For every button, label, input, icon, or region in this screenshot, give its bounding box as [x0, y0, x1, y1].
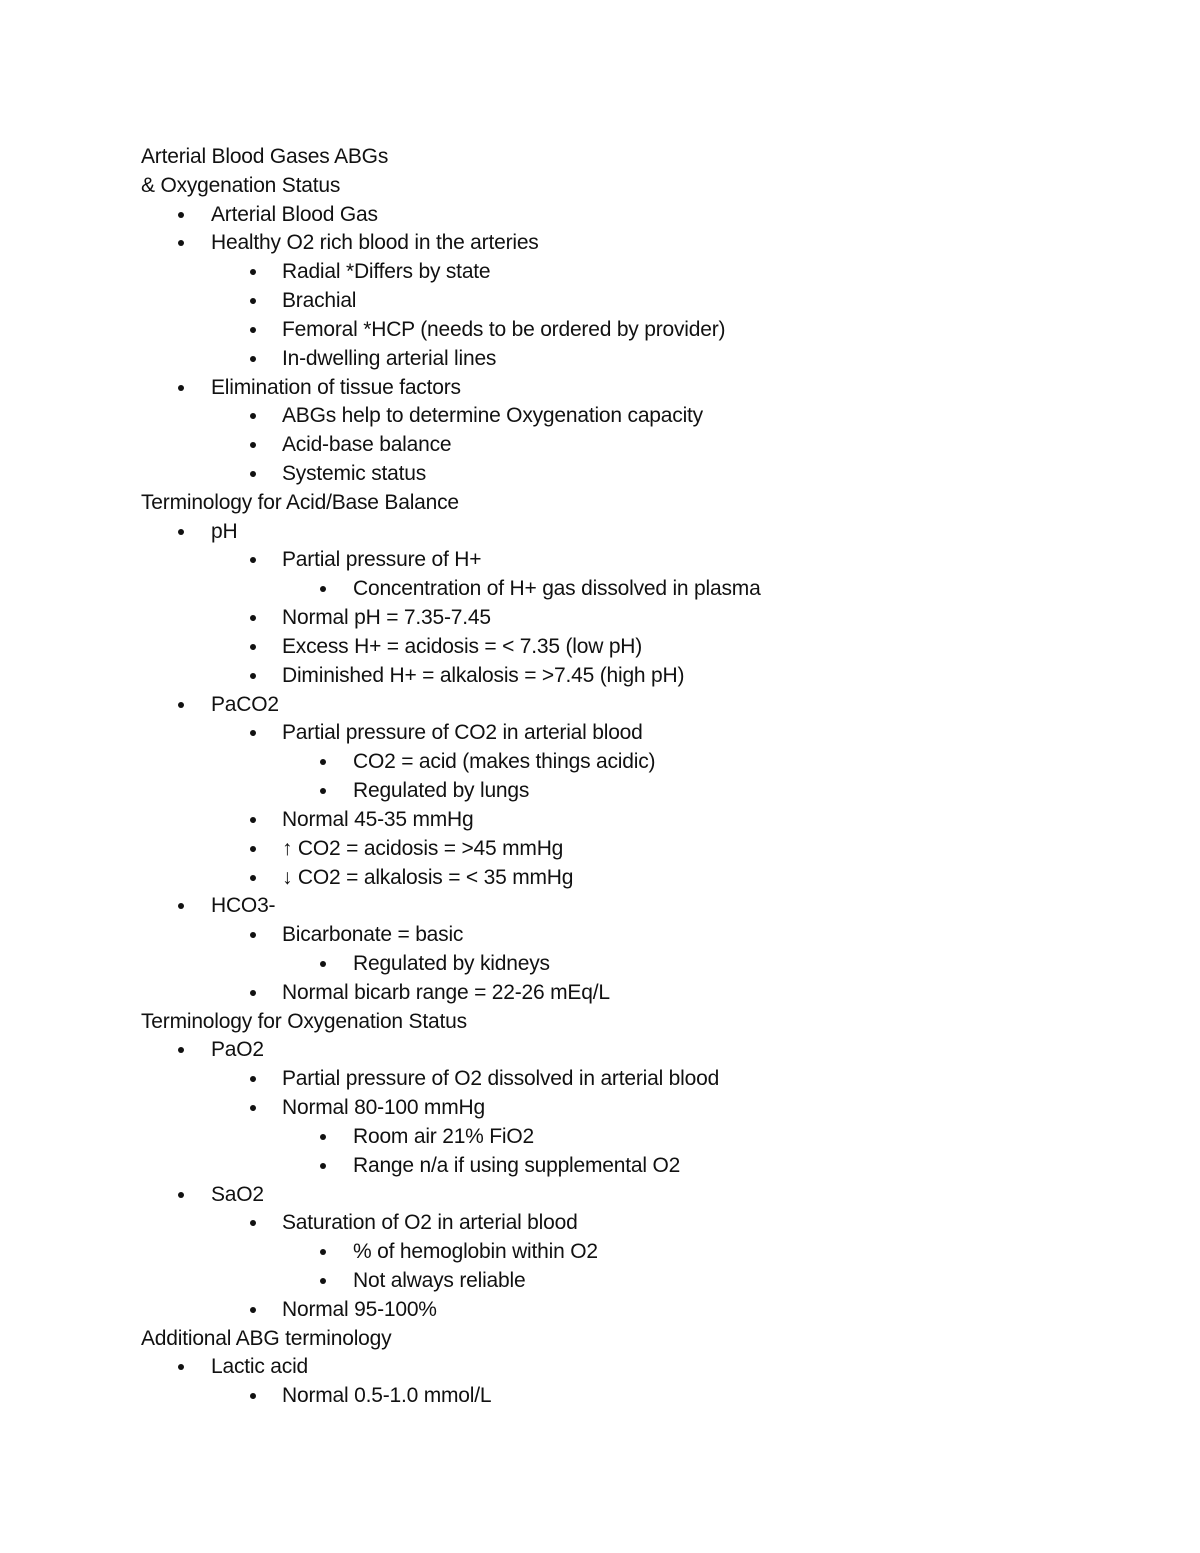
bullet-icon [178, 702, 184, 708]
bullet-icon [178, 1047, 184, 1053]
bullet-icon [250, 615, 256, 621]
list-item-text: Concentration of H+ gas dissolved in plasma [353, 577, 761, 601]
list-item-text: Arterial Blood Gas [211, 202, 378, 226]
list-item-text: Excess H+ = acidosis = < 7.35 (low pH) [282, 634, 643, 658]
bullet-icon [250, 413, 256, 419]
bullet-icon [250, 673, 256, 679]
list-item-text: Elimination of tissue factors [211, 375, 461, 399]
list-item-text: Bicarbonate = basic [282, 923, 464, 947]
bullet-icon [250, 817, 256, 823]
bullet-icon [250, 298, 256, 304]
list-item-text: Room air 21% FiO2 [353, 1124, 534, 1148]
list-item-text: PaO2 [211, 1038, 264, 1062]
bullet-icon [178, 212, 184, 218]
bullet-icon [320, 961, 326, 967]
bullet-icon [320, 586, 326, 592]
list-item-text: Range n/a if using supplemental O2 [353, 1153, 681, 1177]
bullet-icon [250, 269, 256, 275]
list-item-text: Systemic status [282, 462, 427, 486]
bullet-icon [178, 385, 184, 391]
section-heading: & Oxygenation Status [141, 173, 341, 197]
list-item-text: Normal bicarb range = 22-26 mEq/L [282, 980, 610, 1004]
list-item-text: PaCO2 [211, 692, 279, 716]
bullet-icon [320, 1249, 326, 1255]
list-item-text: Saturation of O2 in arterial blood [282, 1211, 578, 1235]
list-item-text: Radial *Differs by state [282, 260, 491, 284]
list-item-text: pH [211, 519, 238, 543]
list-item-text: Normal pH = 7.35-7.45 [282, 606, 491, 630]
bullet-icon [250, 932, 256, 938]
list-item-text: CO2 = acid (makes things acidic) [353, 750, 656, 774]
list-item-text: Partial pressure of H+ [282, 548, 482, 572]
bullet-icon [178, 903, 184, 909]
list-item-text: ABGs help to determine Oxygenation capacity [282, 404, 703, 428]
list-item-text: Normal 95-100% [282, 1297, 437, 1321]
bullet-icon [250, 1307, 256, 1313]
list-item-text: Healthy O2 rich blood in the arteries [211, 231, 539, 255]
bullet-icon [250, 557, 256, 563]
list-item-text: Not always reliable [353, 1268, 526, 1292]
bullet-icon [178, 1192, 184, 1198]
bullet-icon [250, 730, 256, 736]
list-item-text: Femoral *HCP (needs to be ordered by provider) [282, 317, 726, 341]
list-item-text: In-dwelling arterial lines [282, 346, 497, 370]
list-item-text: HCO3- [211, 894, 276, 918]
bullet-icon [320, 788, 326, 794]
bullet-icon [250, 875, 256, 881]
list-item-text: Regulated by kidneys [353, 951, 550, 975]
section-heading: Additional ABG terminology [141, 1326, 392, 1350]
list-item-text: ↑ CO2 = acidosis = >45 mmHg [282, 836, 564, 860]
bullet-icon [250, 644, 256, 650]
bullet-icon [178, 240, 184, 246]
bullet-icon [320, 1278, 326, 1284]
bullet-icon [250, 1076, 256, 1082]
list-item-text: Diminished H+ = alkalosis = >7.45 (high pH) [282, 663, 685, 687]
bullet-icon [250, 471, 256, 477]
bullet-icon [250, 1105, 256, 1111]
bullet-icon [178, 529, 184, 535]
list-item-text: Partial pressure of O2 dissolved in arterial blood [282, 1067, 720, 1091]
bullet-icon [250, 846, 256, 852]
list-item-text: % of hemoglobin within O2 [353, 1240, 598, 1264]
list-item-text: Partial pressure of CO2 in arterial blood [282, 721, 643, 745]
list-item-text: Normal 0.5-1.0 mmol/L [282, 1384, 492, 1408]
bullet-icon [320, 759, 326, 765]
list-item-text: Brachial [282, 289, 357, 313]
list-item-text: Normal 80-100 mmHg [282, 1096, 485, 1120]
section-heading: Terminology for Acid/Base Balance [141, 490, 459, 514]
bullet-icon [250, 1220, 256, 1226]
bullet-icon [250, 1393, 256, 1399]
list-item-text: Lactic acid [211, 1355, 309, 1379]
section-heading: Arterial Blood Gases ABGs [141, 145, 389, 168]
list-item-text: Normal 45-35 mmHg [282, 807, 474, 831]
list-item-text: Regulated by lungs [353, 779, 530, 803]
bullet-icon [250, 356, 256, 362]
list-item-text: ↓ CO2 = alkalosis = < 35 mmHg [282, 865, 574, 889]
bullet-icon [178, 1364, 184, 1370]
bullet-icon [250, 327, 256, 333]
bullet-icon [250, 442, 256, 448]
list-item-text: SaO2 [211, 1182, 264, 1206]
bullet-icon [320, 1134, 326, 1140]
bullet-icon [320, 1163, 326, 1169]
bullet-icon [250, 990, 256, 996]
list-item-text: Acid-base balance [282, 433, 452, 457]
section-heading: Terminology for Oxygenation Status [141, 1009, 467, 1033]
